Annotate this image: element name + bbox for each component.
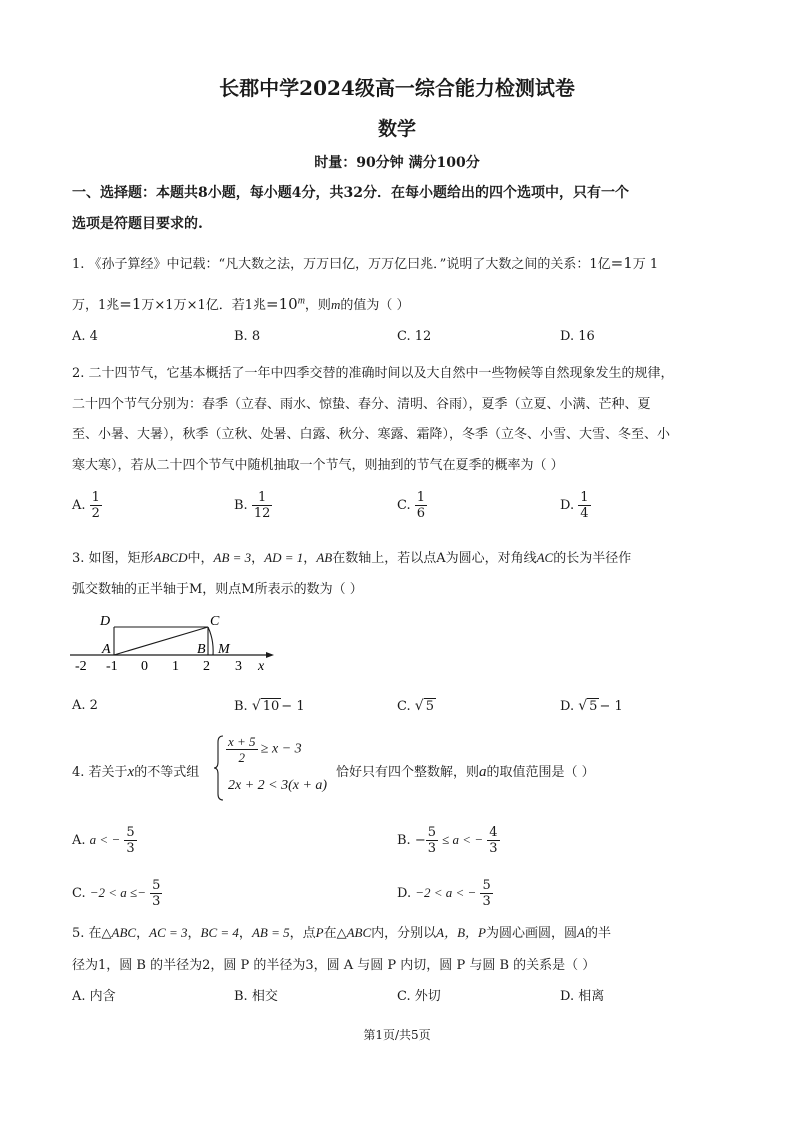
q2-option-a[interactable] (72, 490, 102, 521)
q2-option-c-label: C. (397, 498, 411, 513)
denominator: 3 (152, 894, 161, 909)
q5-abc: ABC (111, 925, 137, 940)
q1-option-b[interactable]: B. 8 (234, 329, 261, 344)
denominator: 3 (482, 894, 491, 909)
exam-info: 时量：90分钟 满分100分 (314, 155, 480, 171)
q3-abcd: ABCD (153, 550, 188, 565)
q4-option-b-fraction-2 (487, 825, 499, 856)
q1-one: 1 (623, 254, 633, 272)
denominator: 2 (91, 506, 100, 521)
q1-option-d[interactable]: D. 16 (560, 329, 595, 344)
question-2-line3: 至、小暑、大暑），秋季（立秋、处暑、白露、秋分、寒露、霜降），冬季（立冬、小雪、大雪、冬至、小 (72, 427, 671, 442)
q1-equals: = (610, 254, 624, 272)
numerator: 5 (152, 878, 161, 893)
question-4-suffix (336, 761, 595, 781)
q4-option-b-fraction-1 (426, 825, 438, 856)
q3-text-c: 在数轴上，若以点A为圆心，对角线 (332, 551, 537, 566)
q4-text-c: 恰好只有四个整数解，则 (336, 765, 480, 780)
q4-option-d-label: D. (397, 886, 412, 901)
q5-option-d[interactable]: D. 相离 (560, 989, 605, 1004)
q1-text-c: 万，1兆 (72, 298, 120, 313)
question-2-line1: 2. 二十四节气，它基本概括了一年中四季交替的准确时间以及大自然中一些物候等自然现象发生的规律， (72, 366, 674, 381)
q4-option-c-fraction (150, 878, 162, 909)
q5-p: P (315, 925, 324, 940)
q5-text-f: 为圆心画圆，圆 (485, 926, 577, 941)
q4-x: x (127, 764, 135, 780)
question-1-line1 (72, 253, 658, 272)
q1-text-e: ，则 (304, 298, 331, 313)
q2-option-d[interactable] (560, 490, 591, 521)
q3-option-b-label: B. (234, 699, 248, 714)
numerator: 5 (126, 825, 135, 840)
q5-apb: A，B，P (436, 925, 486, 940)
question-3-line1: 3. 如图，矩形ABCD中，AB = 3，AD = 1，AB在数轴上，若以点A为圆心，对角线AC的长为半径作 (72, 550, 632, 566)
label-x: x (258, 659, 265, 674)
q1-one-2: 1 (131, 295, 142, 313)
tick-label: -1 (106, 659, 118, 674)
q4-option-b-minus: − (414, 833, 426, 848)
q4-option-a-fraction (124, 825, 136, 856)
q1-text-d: 万×1万×1亿．若1兆 (141, 298, 267, 313)
q2-option-a-fraction (90, 490, 102, 521)
numerator: 1 (580, 490, 589, 505)
q4-text-d: 的取值范围是（ ） (486, 765, 595, 780)
q3-ad-eq: AD = 1 (264, 550, 304, 565)
q4-option-a[interactable] (72, 825, 137, 856)
numerator: 5 (482, 878, 491, 893)
q3-option-d[interactable]: D. √ 5 − 1 (560, 698, 623, 714)
q5-option-c[interactable]: C. 外切 (397, 989, 441, 1004)
q5-option-a[interactable]: A. 内含 (72, 989, 116, 1004)
q1-text-b: 万 1 (632, 257, 659, 272)
question-1-line2 (72, 294, 409, 313)
q3-option-b[interactable]: B. √ 10 − 1 (234, 698, 305, 714)
q3-minus1: − 1 (281, 699, 305, 714)
q4-ineq1 (226, 734, 302, 765)
q5-ac-eq: AC = 3 (149, 925, 188, 940)
numerator: 4 (489, 825, 498, 840)
label-m: M (218, 642, 230, 657)
section-heading-line1: 一、选择题：本题共8小题，每小题4分，共32分．在每小题给出的四个选项中，只有一个 (72, 185, 629, 201)
label-c: C (210, 614, 220, 629)
q1-option-c[interactable]: C. 12 (397, 329, 432, 344)
arrow-icon (266, 652, 274, 658)
question-4-prefix (72, 761, 199, 781)
tick-label: 2 (203, 659, 210, 674)
q4-option-a-lhs: a < − (89, 832, 121, 847)
q1-text-f: 的值为（ ） (340, 298, 410, 313)
q1-text: 1. 《孙子算经》中记载：“凡大数之法，万万曰亿，万万亿曰兆．”说明了大数之间的关系：1亿 (72, 257, 611, 272)
q3-sqrt5: 5 (425, 699, 434, 714)
q1-exponent: m (297, 295, 305, 307)
q1-m: m (330, 297, 341, 312)
numerator: 1 (91, 490, 100, 505)
q3-option-d-label: D. (560, 699, 575, 714)
tick-label: 3 (235, 659, 242, 674)
denominator: 12 (253, 506, 271, 521)
section-heading-line2: 选项是符题目要求的. (72, 216, 203, 232)
q4-option-c-lhs: −2 < a ≤− (89, 885, 146, 900)
question-2-line2: 二十四个节气分别为：春季（立春、雨水、惊蛰、春分、清明、谷雨），夏季（立夏、小满、芒种、夏 (72, 397, 651, 412)
q4-ineq1-fraction (226, 734, 258, 765)
denominator: 2 (238, 750, 246, 765)
q4-option-b-label: B. (397, 833, 411, 848)
q4-ineq1-rhs: ≥ x − 3 (260, 741, 302, 757)
q5-text-g: 的半 (584, 926, 611, 941)
q4-option-d[interactable] (397, 878, 493, 909)
page-title: 长郡中学2024级高一综合能力检测试卷 (219, 76, 575, 100)
denominator: 3 (427, 841, 437, 856)
q3-ab-eq: AB = 3 (213, 550, 252, 565)
q2-option-d-fraction (578, 490, 590, 521)
q2-option-b-label: B. (234, 498, 248, 513)
q3-option-a[interactable]: A. 2 (72, 698, 98, 713)
q3-ac: AC (536, 550, 554, 565)
q3-minus1-d: − 1 (599, 699, 623, 714)
q5-option-b[interactable]: B. 相交 (234, 989, 278, 1004)
q1-option-a[interactable]: A. 4 (72, 329, 98, 344)
q1-equals-2: = (119, 295, 132, 313)
subject-title: 数学 (377, 118, 416, 140)
q5-text-a: 5. 在△ (72, 926, 112, 941)
numerator: 1 (252, 490, 273, 506)
q5-text-b: ， (136, 926, 150, 941)
q5-a: A (576, 925, 585, 940)
q4-option-b[interactable] (397, 825, 500, 856)
label-b: B (197, 642, 206, 657)
q4-option-c-label: C. (72, 886, 86, 901)
numerator: 5 (427, 825, 437, 840)
number-line-figure (70, 608, 280, 674)
q5-bc-eq: BC = 4 (200, 925, 239, 940)
q5-abc-2: ABC (346, 925, 372, 940)
label-d: D (100, 614, 111, 629)
diagonal-ac (114, 627, 208, 655)
q3-text-a: 3. 如图，矩形 (72, 551, 154, 566)
q3-option-c-label: C. (397, 699, 411, 714)
q4-text-a: 4. 若关于 (72, 765, 128, 780)
question-5-line1: 5. 在△ABC，AC = 3，BC = 4，AB = 5，点P在△ABC内，分别以A，B，P为圆心画圆，圆A的半 (72, 925, 611, 941)
q5-ab-eq: AB = 5 (251, 925, 290, 940)
numerator: 1 (416, 490, 426, 505)
q4-option-b-mid: ≤ a < − (442, 832, 484, 847)
q3-ab: AB (316, 550, 333, 565)
q2-option-d-label: D. (560, 498, 575, 513)
q2-option-a-label: A. (72, 498, 86, 513)
q2-option-b-fraction (252, 490, 273, 521)
q3-text-b: 中， (187, 551, 214, 566)
q5-text-e: 内，分别以 (371, 926, 437, 941)
tick-label: -2 (75, 659, 87, 674)
q3-sqrt10: 10 (262, 699, 280, 714)
denominator: 3 (126, 841, 135, 856)
q2-option-b[interactable] (234, 490, 272, 521)
question-5-line2: 径为1，圆 B 的半径为2，圆 P 的半径为3，圆 A 与圆 P 内切，圆 P 与圆 B 的关系是（ ） (72, 958, 596, 973)
tick-label: 0 (141, 659, 148, 674)
tick-label: 1 (172, 659, 179, 674)
q2-option-c[interactable] (397, 490, 427, 521)
question-2-line4: 寒大寒），若从二十四个节气中随机抽取一个节气，则抽到的节气在夏季的概率为（ ） (72, 458, 564, 473)
q4-ineq2: 2x + 2 < 3(x + a) (228, 778, 328, 793)
q3-option-c[interactable]: C. √ 5 (397, 698, 434, 714)
q4-a: a (479, 764, 487, 780)
numerator: x + 5 (228, 734, 256, 749)
label-a: A (102, 642, 111, 657)
q3-text-d: 的长为半径作 (553, 551, 632, 566)
brace-icon (213, 734, 225, 802)
q4-text-b: 的不等式组 (134, 765, 200, 780)
page-footer: 第1页/共5页 (363, 1028, 431, 1042)
denominator: 6 (416, 506, 426, 521)
q1-equals-3: = (266, 295, 279, 313)
denominator: 4 (580, 506, 589, 521)
q4-option-d-lhs: −2 < a < − (415, 885, 477, 900)
q1-ten: 10 (278, 295, 298, 313)
q4-option-c[interactable] (72, 878, 162, 909)
denominator: 3 (489, 841, 498, 856)
arc (208, 627, 213, 655)
q3-sqrt5-d: 5 (589, 699, 598, 714)
q4-option-d-fraction (480, 878, 492, 909)
question-3-line2: 弧交数轴的正半轴于M，则点M所表示的数为（ ） (72, 582, 363, 597)
q2-option-c-fraction (415, 490, 427, 521)
q4-option-a-label: A. (72, 833, 86, 848)
q5-text-c: ，点 (289, 926, 316, 941)
q5-text-d: 在△ (323, 926, 347, 941)
